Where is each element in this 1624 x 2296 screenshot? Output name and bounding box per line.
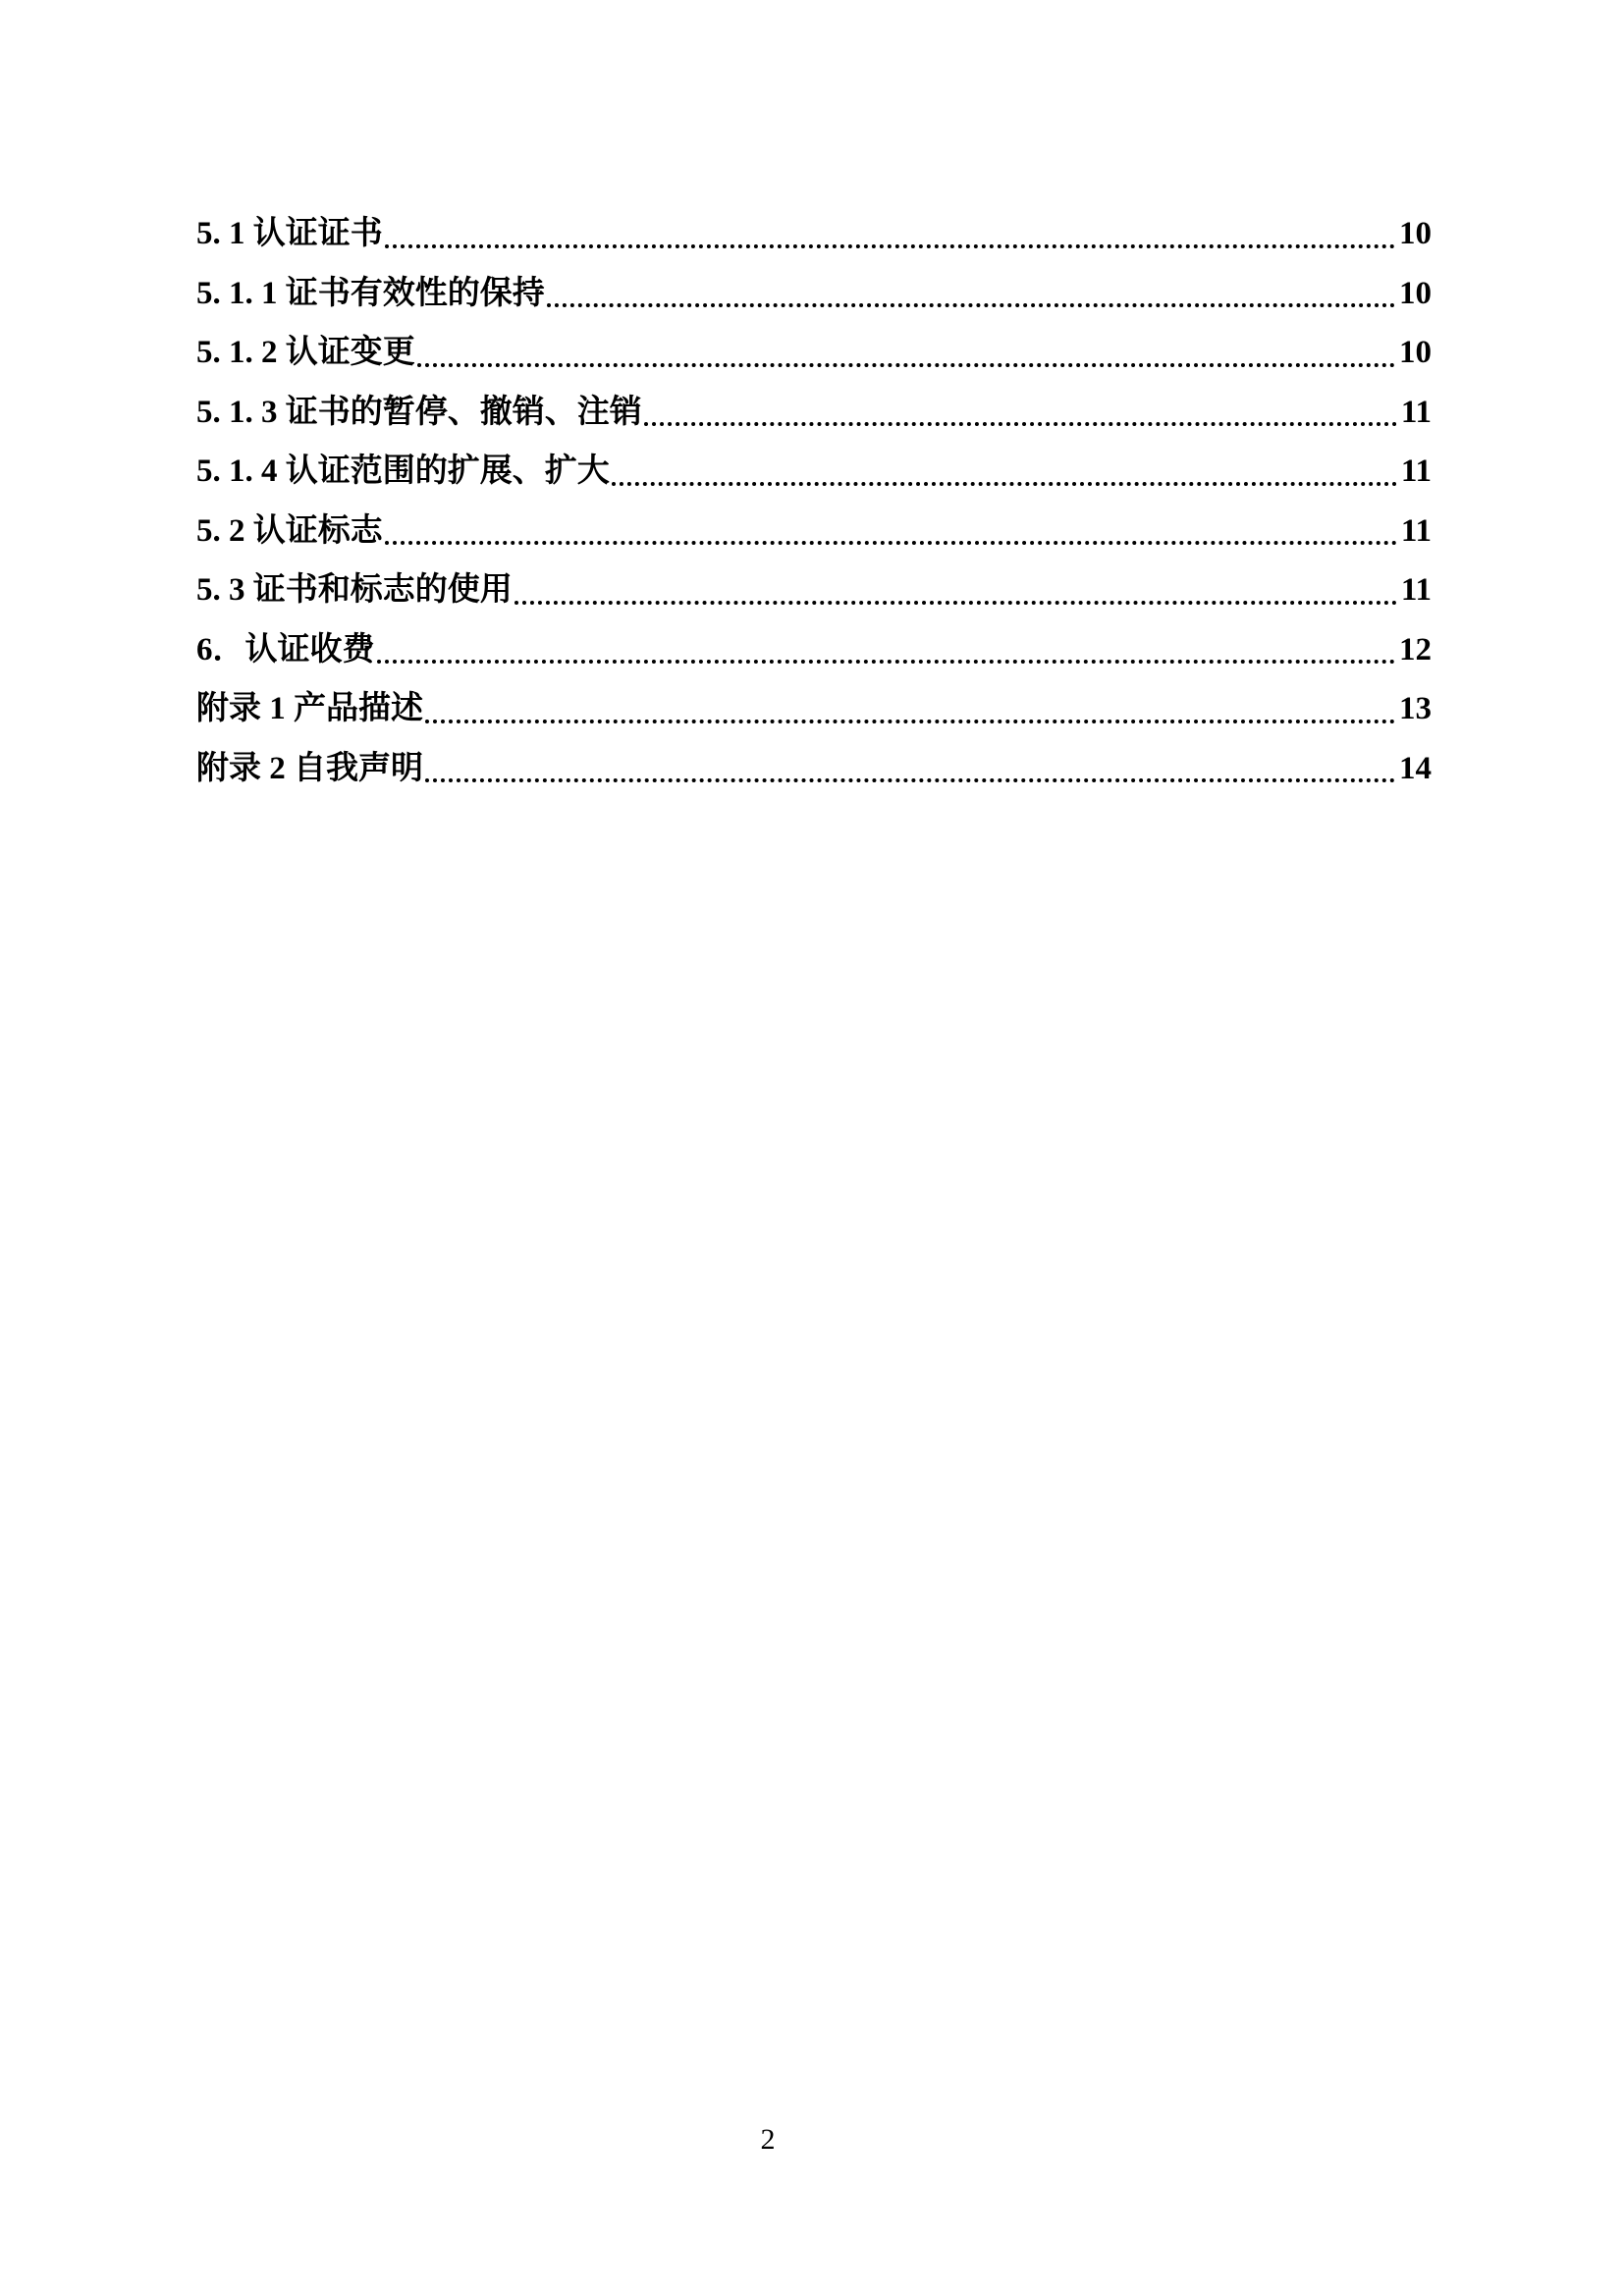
toc-entry-label: 5. 3 证书和标志的使用 (196, 572, 513, 608)
toc-entry-page-number: 13 (1399, 691, 1432, 726)
toc-entry-page-number: 11 (1400, 512, 1432, 549)
toc-entry (196, 442, 1432, 502)
toc-entry-label: 5. 1. 1 证书有效性的保持 (196, 275, 545, 311)
toc-entry-label: 5. 2 认证标志 (196, 512, 383, 549)
toc-dot-leader (547, 264, 1395, 324)
toc-dot-leader (385, 502, 1397, 561)
toc-entry (196, 502, 1432, 561)
toc-entry-label: 5. 1. 4 认证范围的扩展、扩大 (196, 454, 610, 489)
toc-entry (196, 679, 1432, 739)
toc-dot-leader (417, 323, 1395, 383)
toc-entry (196, 561, 1432, 620)
toc-entry (196, 204, 1432, 264)
toc-entry (196, 620, 1432, 680)
toc-entry-page-number: 12 (1399, 631, 1432, 667)
table-of-contents (196, 204, 1432, 798)
page-footer (0, 2122, 1536, 2158)
toc-entry (196, 739, 1432, 799)
toc-entry (196, 264, 1432, 324)
toc-entry-page-number: 10 (1399, 335, 1432, 370)
toc-entry (196, 383, 1432, 443)
toc-entry-page-number: 11 (1400, 454, 1432, 489)
toc-entry-label: 6．认证收费 (196, 631, 375, 667)
toc-dot-leader (514, 561, 1397, 620)
toc-dot-leader (644, 383, 1397, 443)
toc-entry-page-number: 11 (1400, 572, 1432, 608)
toc-dot-leader (385, 204, 1395, 264)
toc-entry-label: 5. 1 认证证书 (196, 216, 383, 251)
toc-entry-label: 5. 1. 2 认证变更 (196, 335, 415, 370)
toc-dot-leader (425, 679, 1395, 739)
toc-entry-page-number: 10 (1399, 216, 1432, 251)
toc-entry-label: 5. 1. 3 证书的暂停、撤销、注销 (196, 394, 642, 430)
toc-entry-page-number: 10 (1399, 275, 1432, 311)
toc-dot-leader (377, 620, 1396, 680)
toc-dot-leader (612, 442, 1397, 502)
toc-entry-label: 附录 1 产品描述 (196, 691, 423, 726)
toc-entry-page-number: 14 (1399, 750, 1432, 786)
footer-page-number: 2 (760, 2123, 776, 2156)
toc-entry-page-number: 11 (1400, 394, 1432, 430)
toc-entry-label: 附录 2 自我声明 (196, 750, 423, 786)
toc-entry (196, 323, 1432, 383)
toc-dot-leader (425, 739, 1395, 799)
